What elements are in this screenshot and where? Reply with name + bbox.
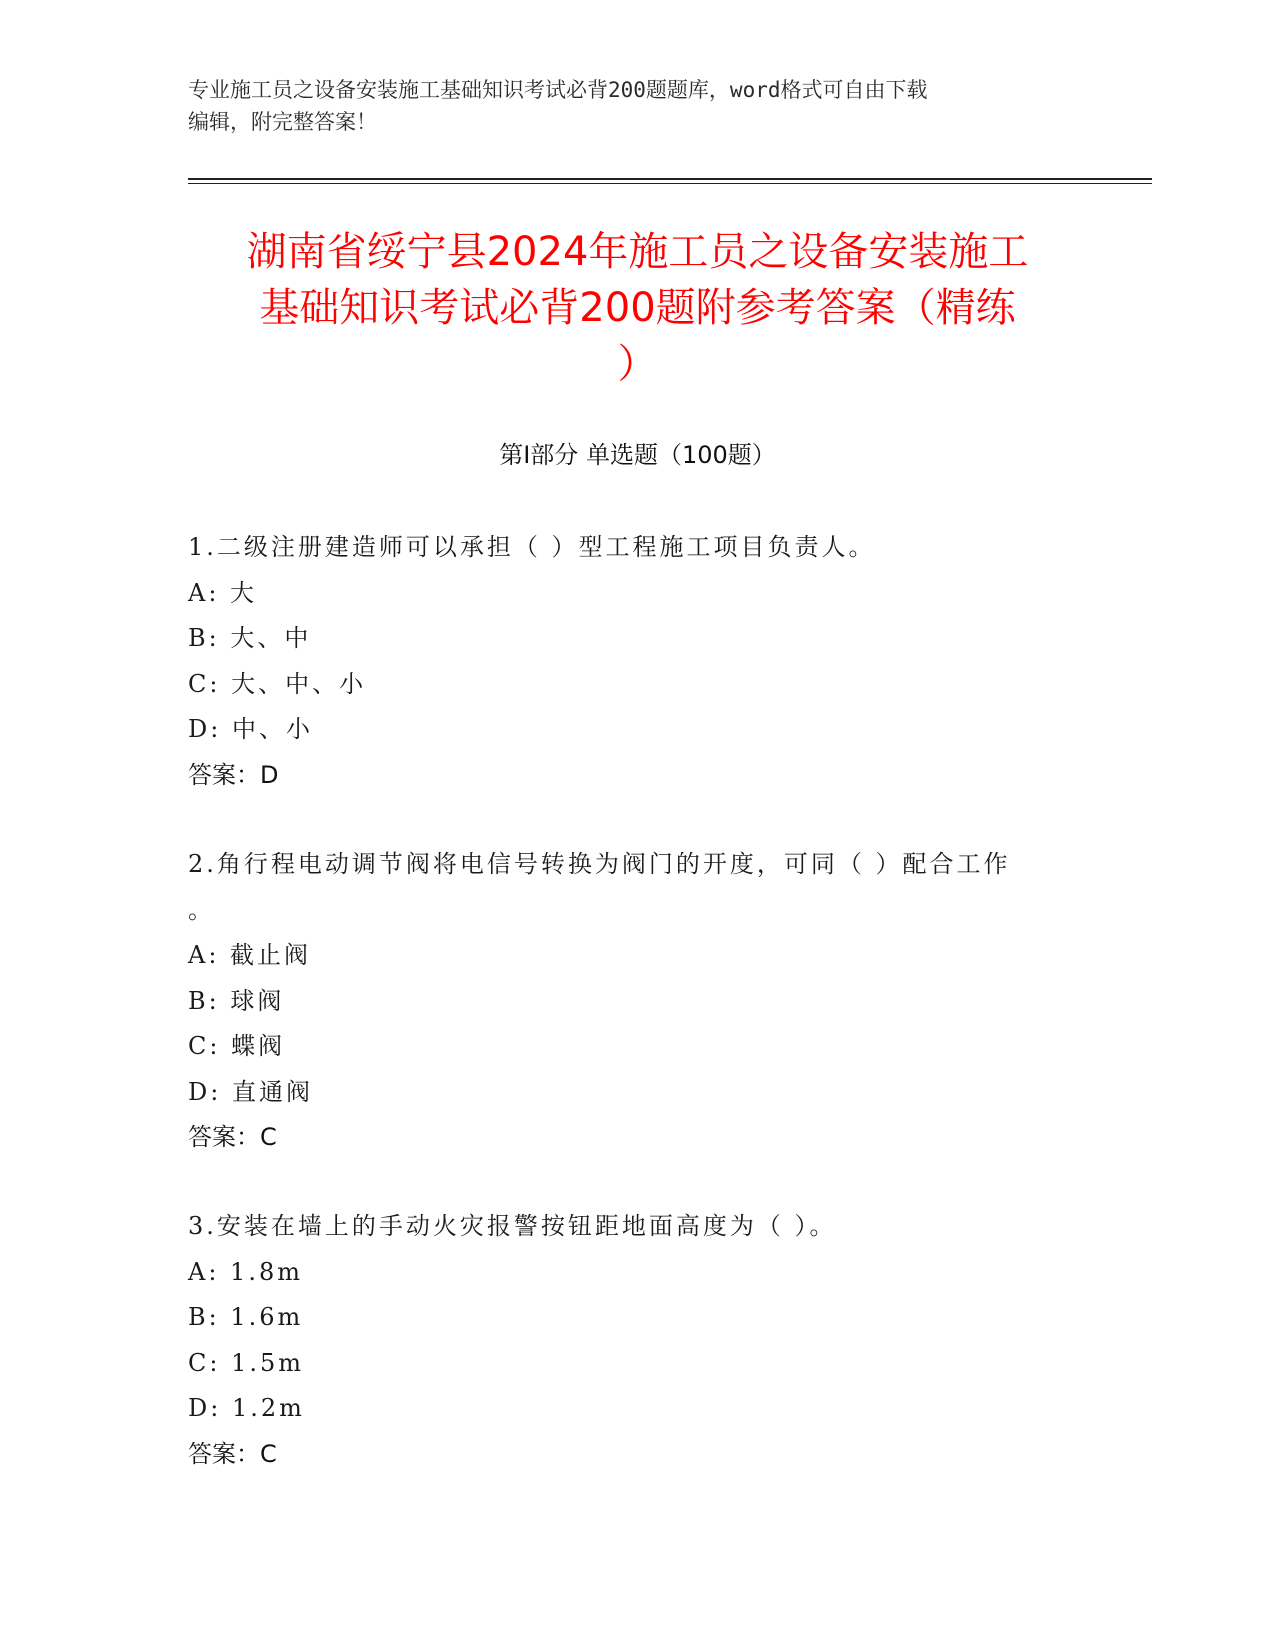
question-block (188, 1204, 1088, 1477)
option-d: D: 1.2m (188, 1394, 305, 1422)
question-block (188, 525, 1088, 798)
answer: 答案：C (188, 1123, 277, 1151)
option-c: C: 1.5m (188, 1348, 305, 1377)
option-d: D: 中、小 (188, 715, 313, 743)
title-line-3: ） (617, 341, 658, 387)
option-c: C: 大、中、小 (188, 669, 367, 698)
answer: 答案：D (188, 760, 279, 789)
header-divider (188, 178, 1152, 180)
header-divider-thin (188, 183, 1152, 184)
option-d: D: 直通阀 (188, 1077, 313, 1106)
option-b: B: 大、中 (188, 624, 312, 652)
question-stem: 2.角行程电动调节阀将电信号转换为阀门的开度，可同（ ）配合工作 (188, 850, 1011, 878)
document-title (150, 224, 1125, 392)
question-block (188, 842, 1088, 1161)
option-b: B: 球阀 (188, 986, 285, 1015)
title-line-1: 湖南省绥宁县2024年施工员之设备安装施工 (246, 229, 1029, 275)
option-b: B: 1.6m (188, 1303, 304, 1331)
question-stem: 1.二级注册建造师可以承担（ ）型工程施工项目负责人。 (188, 533, 876, 561)
header-note (188, 74, 1088, 138)
question-stem: 3.安装在墙上的手动火灾报警按钮距地面高度为（ ）。 (188, 1212, 837, 1240)
option-a: A: 1.8m (188, 1257, 303, 1286)
option-a: A: 大 (188, 578, 258, 607)
answer: 答案：C (188, 1439, 277, 1468)
option-a: A: 截止阀 (188, 941, 312, 969)
option-c: C: 蝶阀 (188, 1032, 286, 1060)
section-heading: 第Ⅰ部分 单选题（100题） (499, 441, 776, 469)
question-stem-continuation: 。 (188, 895, 215, 924)
title-line-2: 基础知识考试必背200题附参考答案（精练 (259, 285, 1016, 331)
header-note-line-2: 编辑，附完整答案！ (188, 110, 377, 134)
header-note-line-1: 专业施工员之设备安装施工基础知识考试必背200题题库，word格式可自由下载 (188, 78, 928, 102)
